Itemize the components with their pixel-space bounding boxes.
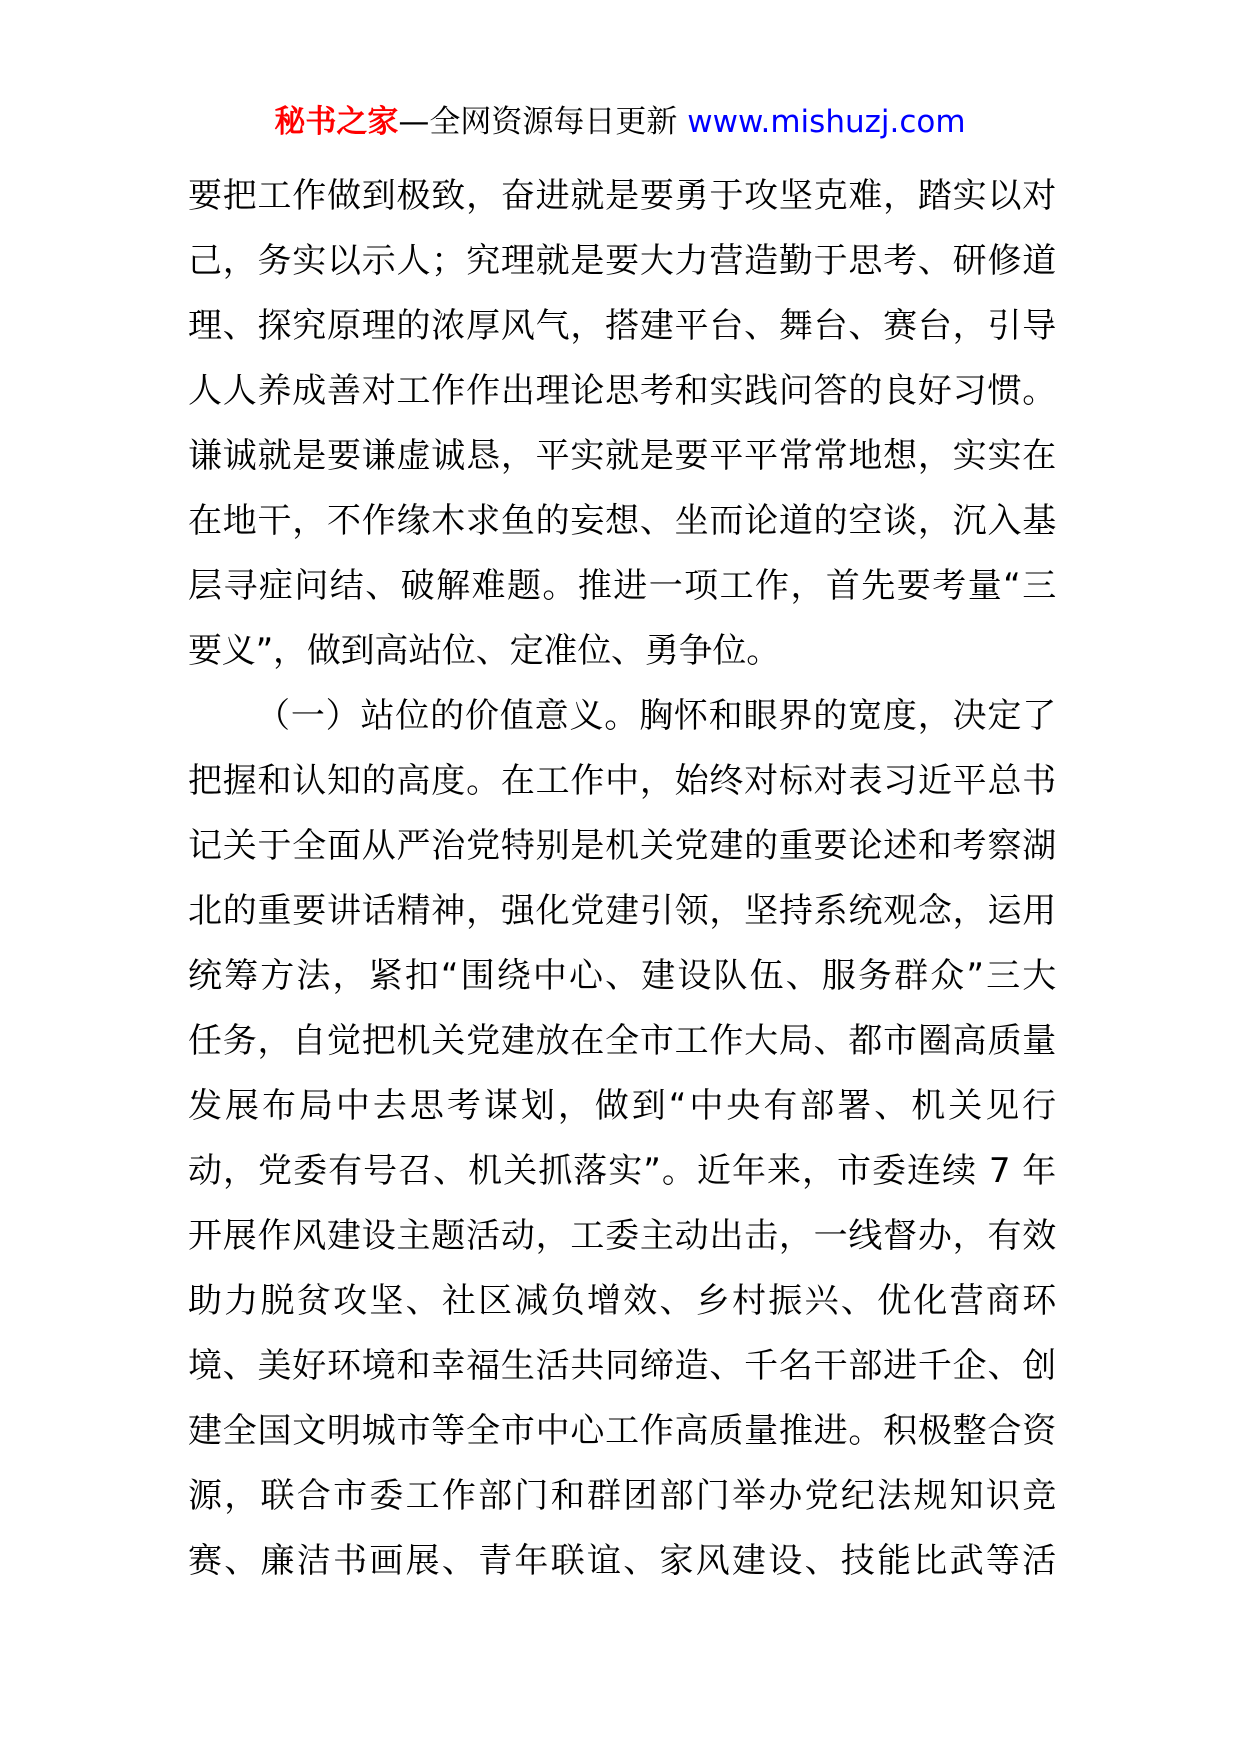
text-line: 源，联合市委工作部门和群团部门举办党纪法规知识竞 (188, 1476, 1056, 1516)
text-line: 在地干，不作缘木求鱼的妄想、坐而论道的空谈，沉入基 (188, 501, 1056, 541)
text-line: 北的重要讲话精神，强化党建引领，坚持系统观念，运用 (188, 891, 1056, 931)
document-body (188, 164, 1056, 1594)
text-line: 己，务实以示人；究理就是要大力营造勤于思考、研修道 (188, 241, 1056, 281)
section-heading-line: （一）站位的价值意义。胸怀和眼界的宽度，决定了 (256, 696, 1056, 736)
text-line: 人人养成善对工作作出理论思考和实践问答的良好习惯。 (188, 371, 1056, 411)
text-line: 层寻症问结、破解难题。推进一项工作，首先要考量“三 (188, 566, 1056, 606)
text-line: 赛、廉洁书画展、青年联谊、家风建设、技能比武等活 (188, 1541, 1056, 1581)
header-slogan: —全网资源每日更新 (398, 104, 678, 140)
text-line: 记关于全面从严治党特别是机关党建的重要论述和考察湖 (188, 826, 1056, 866)
text-line: 理、探究原理的浓厚风气，搭建平台、舞台、赛台，引导 (188, 306, 1056, 346)
text-line: 任务，自觉把机关党建放在全市工作大局、都市圈高质量 (188, 1021, 1056, 1061)
header-url-link[interactable]: www.mishuzj.com (687, 104, 966, 140)
text-line: 把握和认知的高度。在工作中，始终对标对表习近平总书 (188, 761, 1056, 801)
text-line: 助力脱贫攻坚、社区减负增效、乡村振兴、优化营商环 (188, 1281, 1056, 1321)
text-line: 发展布局中去思考谋划，做到“中央有部署、机关见行 (188, 1086, 1056, 1126)
text-line: 统筹方法，紧扣“围绕中心、建设队伍、服务群众”三大 (188, 956, 1056, 996)
text-line: 要把工作做到极致，奋进就是要勇于攻坚克难，踏实以对 (188, 176, 1056, 216)
text-line: 谦诚就是要谦虚诚恳，平实就是要平平常常地想，实实在 (188, 436, 1056, 476)
text-line: 要义”，做到高站位、定准位、勇争位。 (188, 631, 781, 671)
text-line: 建全国文明城市等全市中心工作高质量推进。积极整合资 (188, 1411, 1056, 1451)
text-line: 境、美好环境和幸福生活共同缔造、千名干部进千企、创 (188, 1346, 1056, 1386)
page-header (0, 102, 1240, 142)
text-line: 开展作风建设主题活动，工委主动出击，一线督办，有效 (188, 1216, 1056, 1256)
header-brand: 秘书之家 (274, 104, 399, 140)
text-line: 动，党委有号召、机关抓落实”。近年来，市委连续 7 年 (188, 1151, 1056, 1191)
